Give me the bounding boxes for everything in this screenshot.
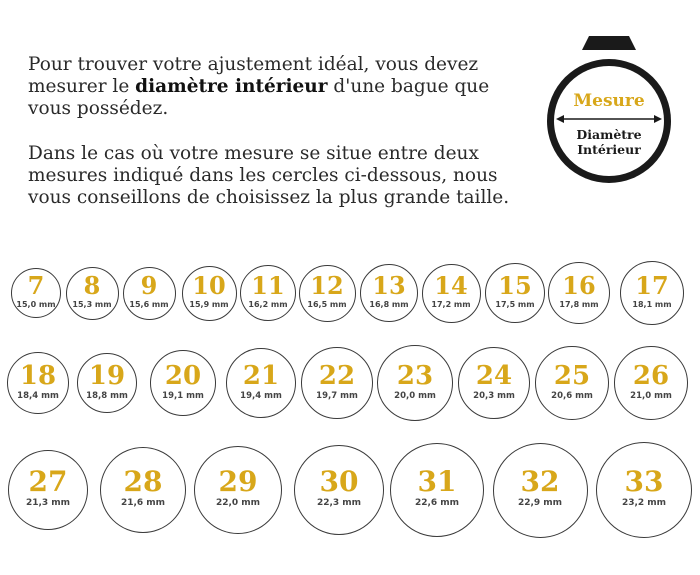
size-circle-28	[100, 447, 186, 533]
size-number: 28	[123, 465, 163, 499]
size-diameter-mm: 19,1 mm	[162, 390, 204, 401]
intro-line-1: Pour trouver votre ajustement idéal, vous devez	[28, 54, 479, 75]
size-circle-11	[240, 265, 296, 321]
intro-line-2-prefix: mesurer le	[28, 76, 136, 97]
size-circle-19	[77, 353, 137, 413]
size-number: 24	[475, 360, 513, 391]
size-circle-24	[458, 347, 530, 419]
size-diameter-mm: 22,0 mm	[215, 498, 261, 509]
size-circle-32	[493, 443, 588, 538]
size-circle-17	[620, 261, 684, 325]
size-number: 17	[635, 271, 669, 301]
size-number: 11	[251, 271, 285, 301]
size-number: 10	[192, 271, 226, 301]
size-circle-16	[548, 262, 610, 324]
size-circle-9	[123, 267, 176, 320]
intro-line-2-suffix: d'une bague que vous possédez.	[28, 76, 490, 119]
size-circle-27	[8, 450, 88, 530]
size-diameter-mm: 16,8 mm	[369, 300, 409, 310]
size-circle-10	[182, 266, 237, 321]
size-number: 13	[372, 271, 406, 301]
size-number: 27	[28, 465, 68, 499]
size-circle-20	[150, 350, 216, 416]
size-circle-7	[11, 268, 61, 318]
size-circle-30	[294, 445, 384, 535]
size-number: 20	[164, 360, 202, 391]
size-number: 16	[562, 271, 596, 301]
size-number: 14	[434, 271, 468, 301]
size-circle-22	[301, 347, 373, 419]
diameter-label-line-1: Diamètre	[576, 127, 642, 142]
size-diameter-mm: 22,3 mm	[316, 498, 362, 509]
size-number: 32	[520, 465, 560, 499]
size-diameter-mm: 15,3 mm	[72, 300, 112, 310]
size-circle-33	[596, 442, 692, 538]
size-number: 33	[624, 465, 664, 499]
size-circle-21	[226, 348, 296, 418]
size-number: 9	[140, 271, 158, 301]
size-diameter-mm: 21,0 mm	[630, 390, 672, 401]
size-circle-18	[7, 352, 69, 414]
size-circle-25	[535, 346, 609, 420]
measure-label: Mesure	[573, 91, 645, 111]
size-diameter-mm: 17,2 mm	[431, 300, 471, 310]
size-number: 12	[310, 271, 344, 301]
size-diameter-mm: 19,7 mm	[316, 390, 358, 401]
size-diameter-mm: 20,6 mm	[551, 390, 593, 401]
size-diameter-mm: 15,6 mm	[129, 300, 169, 310]
size-diameter-mm: 19,4 mm	[240, 390, 282, 401]
size-diameter-mm: 18,4 mm	[17, 390, 59, 401]
size-number: 19	[88, 360, 126, 391]
size-diameter-mm: 15,0 mm	[16, 300, 56, 310]
size-circle-26	[614, 346, 688, 420]
size-number: 8	[83, 271, 101, 301]
size-circle-13	[360, 264, 418, 322]
size-circle-31	[390, 443, 484, 537]
size-number: 26	[632, 360, 670, 391]
size-number: 18	[19, 360, 57, 391]
intro-paragraph-between-sizes: Dans le cas où votre mesure se situe entre deux mesures indiqué dans les cercles ci-dessous, nous vous conseillons de choisissez la plus grande taille.	[28, 143, 510, 208]
size-diameter-mm: 17,8 mm	[559, 300, 599, 310]
size-diameter-mm: 22,9 mm	[517, 498, 563, 509]
size-circle-8	[66, 267, 119, 320]
size-number: 21	[242, 360, 280, 391]
intro-paragraph-measure	[28, 54, 538, 120]
size-number: 15	[498, 271, 532, 301]
size-diameter-mm: 15,9 mm	[189, 300, 229, 310]
size-diameter-mm: 23,2 mm	[621, 498, 667, 509]
size-diameter-mm: 17,5 mm	[495, 300, 535, 310]
size-diameter-mm: 21,6 mm	[120, 498, 166, 509]
size-diameter-mm: 18,8 mm	[86, 390, 128, 401]
size-circle-23	[377, 345, 453, 421]
size-circle-15	[485, 263, 545, 323]
size-number: 31	[417, 465, 457, 499]
intro-bold-inner-diameter: diamètre intérieur	[135, 76, 328, 97]
size-circle-14	[422, 264, 481, 323]
size-diameter-mm: 22,6 mm	[414, 498, 460, 509]
size-diameter-mm: 18,1 mm	[632, 300, 672, 310]
size-number: 29	[218, 465, 258, 499]
size-diameter-mm: 20,0 mm	[394, 390, 436, 401]
size-number: 25	[553, 360, 591, 391]
diameter-label-line-2: Intérieur	[577, 142, 641, 157]
size-circle-12	[299, 265, 356, 322]
size-number: 7	[27, 271, 45, 301]
ring-measure-diagram	[534, 28, 684, 188]
size-diameter-mm: 16,5 mm	[307, 300, 347, 310]
size-diameter-mm: 21,3 mm	[25, 498, 71, 509]
size-number: 22	[318, 360, 356, 391]
size-diameter-mm: 16,2 mm	[248, 300, 288, 310]
size-number: 30	[319, 465, 359, 499]
size-number: 23	[396, 360, 434, 391]
size-diameter-mm: 20,3 mm	[473, 390, 515, 401]
size-circle-29	[194, 446, 282, 534]
